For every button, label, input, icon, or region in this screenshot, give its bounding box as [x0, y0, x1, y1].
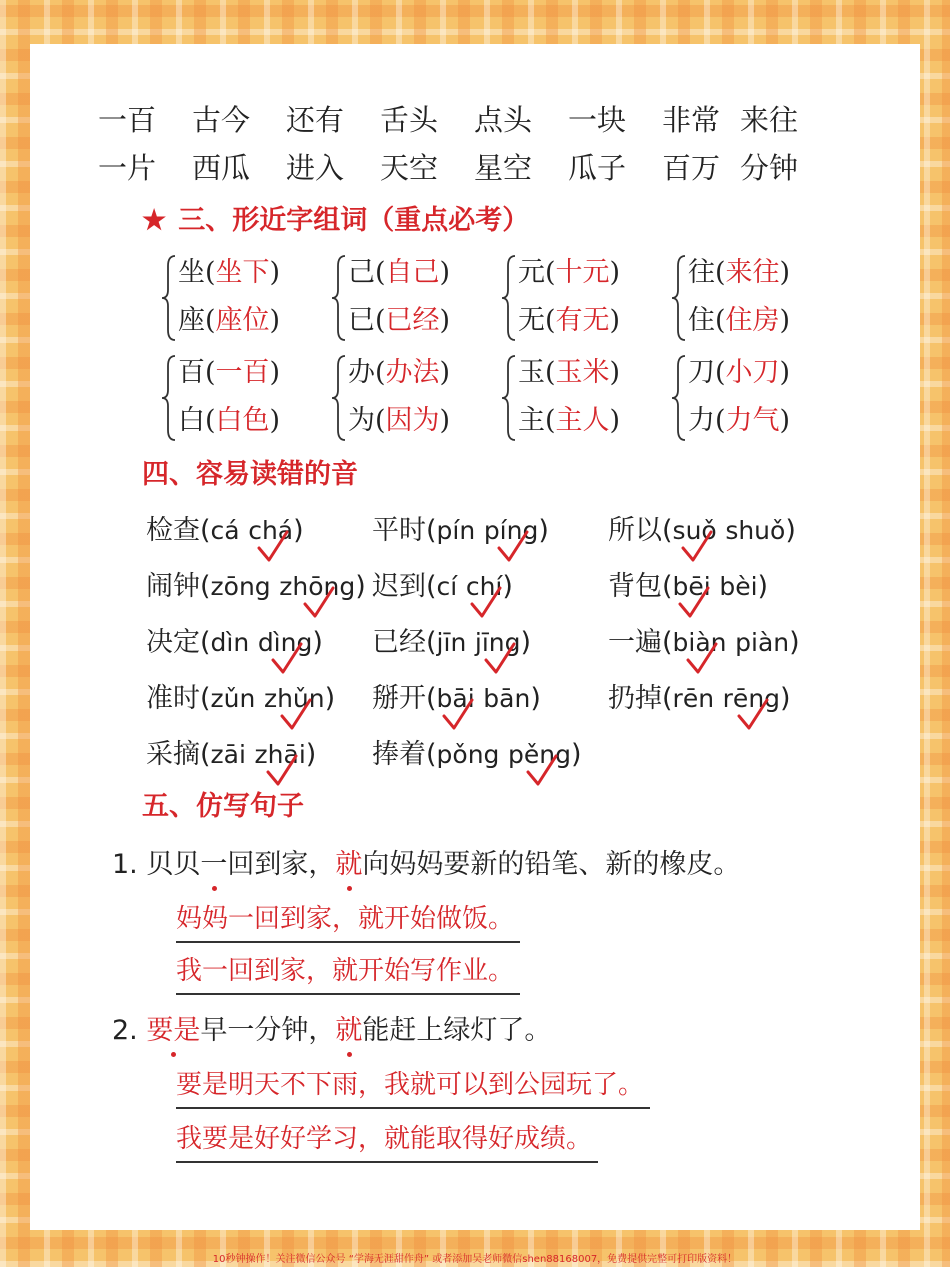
keyword: 就: [335, 849, 363, 880]
pair-line-bottom: 已(已经): [348, 305, 451, 336]
check-mark-icon: [301, 586, 337, 620]
sentence-text: 贝贝: [146, 849, 201, 880]
check-mark-icon: [264, 754, 300, 788]
word: 天空: [380, 151, 439, 185]
pair-line-top: 百(一百): [178, 357, 281, 388]
pinyin-word: 决定: [146, 627, 200, 658]
word: 进入: [286, 151, 345, 185]
pair-answer: 自己: [385, 257, 440, 288]
keyword: 就: [335, 1015, 363, 1046]
pair-line-top: 玉(玉米): [518, 357, 621, 388]
pair-answer: 主人: [555, 405, 610, 436]
pair-answer: 办法: [385, 357, 440, 388]
pinyin-option-1: biàn: [672, 628, 727, 657]
check-mark-icon: [440, 698, 476, 732]
keyword-emphasis: [200, 842, 227, 881]
keyword-emphasis: [335, 842, 362, 881]
check-mark-icon: [676, 586, 712, 620]
pinyin-option-2: shuǒ: [725, 516, 786, 545]
pinyin-item: 决定(dìn dìng): [146, 627, 323, 658]
pinyin-option-2: pěng: [508, 740, 571, 769]
question-2: [112, 1008, 551, 1047]
keyword-emphasis: [335, 1008, 362, 1047]
pinyin-option-1: zāi: [210, 740, 246, 769]
check-mark-icon: [278, 698, 314, 732]
pinyin-option-2: jīng: [474, 628, 521, 657]
pinyin-word: 背包: [608, 571, 662, 602]
pinyin-word: 扔掉: [608, 683, 662, 714]
pair-answer: 有无: [555, 305, 610, 336]
check-mark-icon: [255, 530, 291, 564]
pinyin-option-2: zhōng: [279, 572, 356, 601]
pinyin-option-2: zhǔn: [263, 684, 325, 713]
question-number: 1.: [112, 849, 138, 880]
pair-line-bottom: 无(有无): [518, 305, 621, 336]
pinyin-item: 背包(bēi bèi): [608, 571, 769, 602]
pinyin-word: 准时: [146, 683, 200, 714]
pinyin-word: 平时: [372, 515, 426, 546]
pair-answer: 玉米: [555, 357, 610, 388]
pair-answer: 白色: [215, 405, 270, 436]
word: 一片: [98, 151, 157, 185]
pinyin-word: 迟到: [372, 571, 426, 602]
pair-character: 元: [518, 257, 545, 288]
pair-character: 白: [178, 405, 205, 436]
word: 分钟: [740, 151, 799, 185]
pair-line-top: 己(自己): [348, 257, 451, 288]
pinyin-option-1: bāi: [436, 684, 475, 713]
pinyin-item: 检查(cá chá): [146, 515, 304, 546]
pair-line-top: 刀(小刀): [688, 357, 791, 388]
footer-note: 10秒钟操作！关注微信公众号 “学海无涯甜作舟” 或者添加吴老师微信shen88168007，免费提供完整可打印版资料！: [212, 1254, 738, 1265]
pair-character: 已: [348, 305, 375, 336]
pair-line-top: 元(十元): [518, 257, 621, 288]
pinyin-option-2: rēng: [722, 684, 781, 713]
pair-answer: 坐下: [215, 257, 270, 288]
sentence-text: 向妈妈要新的铅笔、新的橡皮。: [362, 849, 741, 880]
pair-character: 己: [348, 257, 375, 288]
pinyin-option-1: zǔn: [210, 684, 256, 713]
word: 西瓜: [192, 151, 251, 185]
word: 点头: [474, 103, 533, 137]
pair-character: 为: [348, 405, 375, 436]
pinyin-option-1: pǒng: [436, 740, 500, 769]
pair-line-bottom: 座(座位): [178, 305, 281, 336]
pinyin-word: 闹钟: [146, 571, 200, 602]
pair-character: 力: [688, 405, 715, 436]
brace-icon: [500, 250, 518, 346]
pinyin-word: 采摘: [146, 739, 200, 770]
section-5-heading: 五、仿写句子: [142, 791, 304, 822]
pair-character: 百: [178, 357, 205, 388]
brace-icon: [160, 250, 178, 346]
check-mark-icon: [524, 754, 560, 788]
pair-character: 住: [688, 305, 715, 336]
pair-answer: 小刀: [725, 357, 780, 388]
character-pair: [670, 350, 840, 446]
star-icon: ★: [142, 205, 167, 236]
pinyin-option-1: cí: [436, 572, 458, 601]
check-mark-icon: [679, 530, 715, 564]
character-pair: [330, 250, 500, 346]
pinyin-option-2: chí: [465, 572, 503, 601]
brace-icon: [500, 350, 518, 446]
pinyin-option-2: piàn: [735, 628, 790, 657]
pair-character: 无: [518, 305, 545, 336]
word: 瓜子: [568, 151, 627, 185]
pinyin-item: 所以(suǒ shuǒ): [608, 515, 796, 546]
pinyin-option-1: jīn: [436, 628, 467, 657]
pair-line-bottom: 为(因为): [348, 405, 451, 436]
word: 来往: [740, 103, 799, 137]
pinyin-item: 捧着(pǒng pěng): [372, 739, 582, 770]
pinyin-option-2: píng: [483, 516, 539, 545]
pinyin-item: 平时(pín píng): [372, 515, 549, 546]
pair-line-bottom: 住(住房): [688, 305, 791, 336]
word: 一百: [98, 103, 157, 137]
pinyin-option-2: chá: [248, 516, 294, 545]
pair-answer: 已经: [385, 305, 440, 336]
character-pair: [160, 350, 330, 446]
pair-line-bottom: 力(力气): [688, 405, 791, 436]
question-number: 2.: [112, 1015, 138, 1046]
pinyin-item: 已经(jīn jīng): [372, 627, 532, 658]
check-mark-icon: [269, 642, 305, 676]
sentence-text: 回到家，: [227, 849, 336, 880]
character-pair: [500, 350, 670, 446]
sentence-text: 能赶上绿灯了。: [362, 1015, 552, 1046]
check-mark-icon: [735, 698, 771, 732]
keyword: 要是: [146, 1015, 201, 1046]
pair-character: 玉: [518, 357, 545, 388]
pair-character: 刀: [688, 357, 715, 388]
emphasis-dot: [347, 886, 352, 891]
pinyin-option-2: dìng: [257, 628, 313, 657]
pinyin-item: 掰开(bāi bān): [372, 683, 541, 714]
pair-answer: 十元: [555, 257, 610, 288]
check-mark-icon: [468, 586, 504, 620]
answer-1-1: 妈妈一回到家，就开始做饭。: [176, 898, 520, 943]
pair-answer: 座位: [215, 305, 270, 336]
pinyin-word: 已经: [372, 627, 426, 658]
pair-answer: 力气: [725, 405, 780, 436]
keyword: 一: [200, 849, 228, 880]
word: 百万: [662, 151, 721, 185]
character-pair: [160, 250, 330, 346]
pinyin-option-1: rēn: [672, 684, 715, 713]
pair-answer: 来往: [725, 257, 780, 288]
section-4-heading: 四、容易读错的音: [142, 459, 358, 490]
question-1: [112, 842, 740, 881]
pinyin-item: 扔掉(rēn rēng): [608, 683, 791, 714]
keyword-emphasis: [146, 1008, 200, 1047]
word: 舌头: [380, 103, 439, 137]
pinyin-option-2: zhāi: [254, 740, 306, 769]
character-pair: [500, 250, 670, 346]
word: 非常: [662, 103, 721, 137]
pair-answer: 一百: [215, 357, 270, 388]
pair-character: 坐: [178, 257, 205, 288]
pinyin-option-1: pín: [436, 516, 476, 545]
pair-line-top: 往(来往): [688, 257, 791, 288]
pinyin-item: 迟到(cí chí): [372, 571, 513, 602]
pinyin-word: 所以: [608, 515, 662, 546]
pinyin-option-1: cá: [210, 516, 240, 545]
emphasis-dot: [347, 1052, 352, 1057]
brace-icon: [670, 350, 688, 446]
pinyin-word: 掰开: [372, 683, 426, 714]
sentence-text: 早一分钟，: [200, 1015, 336, 1046]
pinyin-word: 检查: [146, 515, 200, 546]
pinyin-option-1: bēi: [672, 572, 711, 601]
pair-line-top: 办(办法): [348, 357, 451, 388]
character-pair: [670, 250, 840, 346]
pinyin-item: 闹钟(zōng zhōng): [146, 571, 366, 602]
section-3-title: 三、形近字组词（重点必考）: [178, 205, 530, 236]
pair-line-bottom: 主(主人): [518, 405, 621, 436]
check-mark-icon: [495, 530, 531, 564]
pair-character: 座: [178, 305, 205, 336]
pair-line-top: 坐(坐下): [178, 257, 281, 288]
brace-icon: [330, 350, 348, 446]
answer-2-1: 要是明天不下雨，我就可以到公园玩了。: [176, 1064, 650, 1109]
pair-answer: 住房: [725, 305, 780, 336]
pinyin-option-1: suǒ: [672, 516, 717, 545]
word: 一块: [568, 103, 627, 137]
pinyin-item: 准时(zǔn zhǔn): [146, 683, 336, 714]
check-mark-icon: [482, 642, 518, 676]
answer-2-2: 我要是好好学习，就能取得好成绩。: [176, 1118, 598, 1163]
word: 星空: [474, 151, 533, 185]
pair-answer: 因为: [385, 405, 440, 436]
pair-line-bottom: 白(白色): [178, 405, 281, 436]
brace-icon: [670, 250, 688, 346]
character-pair: [330, 350, 500, 446]
section-3-heading: [142, 198, 529, 237]
pinyin-word: 捧着: [372, 739, 426, 770]
answer-1-2: 我一回到家，就开始写作业。: [176, 950, 520, 995]
word-row-2: [98, 146, 798, 187]
pinyin-option-2: bèi: [719, 572, 758, 601]
brace-icon: [330, 250, 348, 346]
word-row-1: [98, 98, 798, 139]
brace-icon: [160, 350, 178, 446]
pair-character: 主: [518, 405, 545, 436]
pair-character: 往: [688, 257, 715, 288]
emphasis-dot: [212, 886, 217, 891]
pinyin-item: 一遍(biàn piàn): [608, 627, 800, 658]
pinyin-option-1: dìn: [210, 628, 250, 657]
word: 古今: [192, 103, 251, 137]
pinyin-word: 一遍: [608, 627, 662, 658]
pinyin-option-1: zōng: [210, 572, 271, 601]
pair-character: 办: [348, 357, 375, 388]
pinyin-option-2: bān: [483, 684, 531, 713]
pinyin-item: 采摘(zāi zhāi): [146, 739, 317, 770]
word: 还有: [286, 103, 345, 137]
check-mark-icon: [684, 642, 720, 676]
